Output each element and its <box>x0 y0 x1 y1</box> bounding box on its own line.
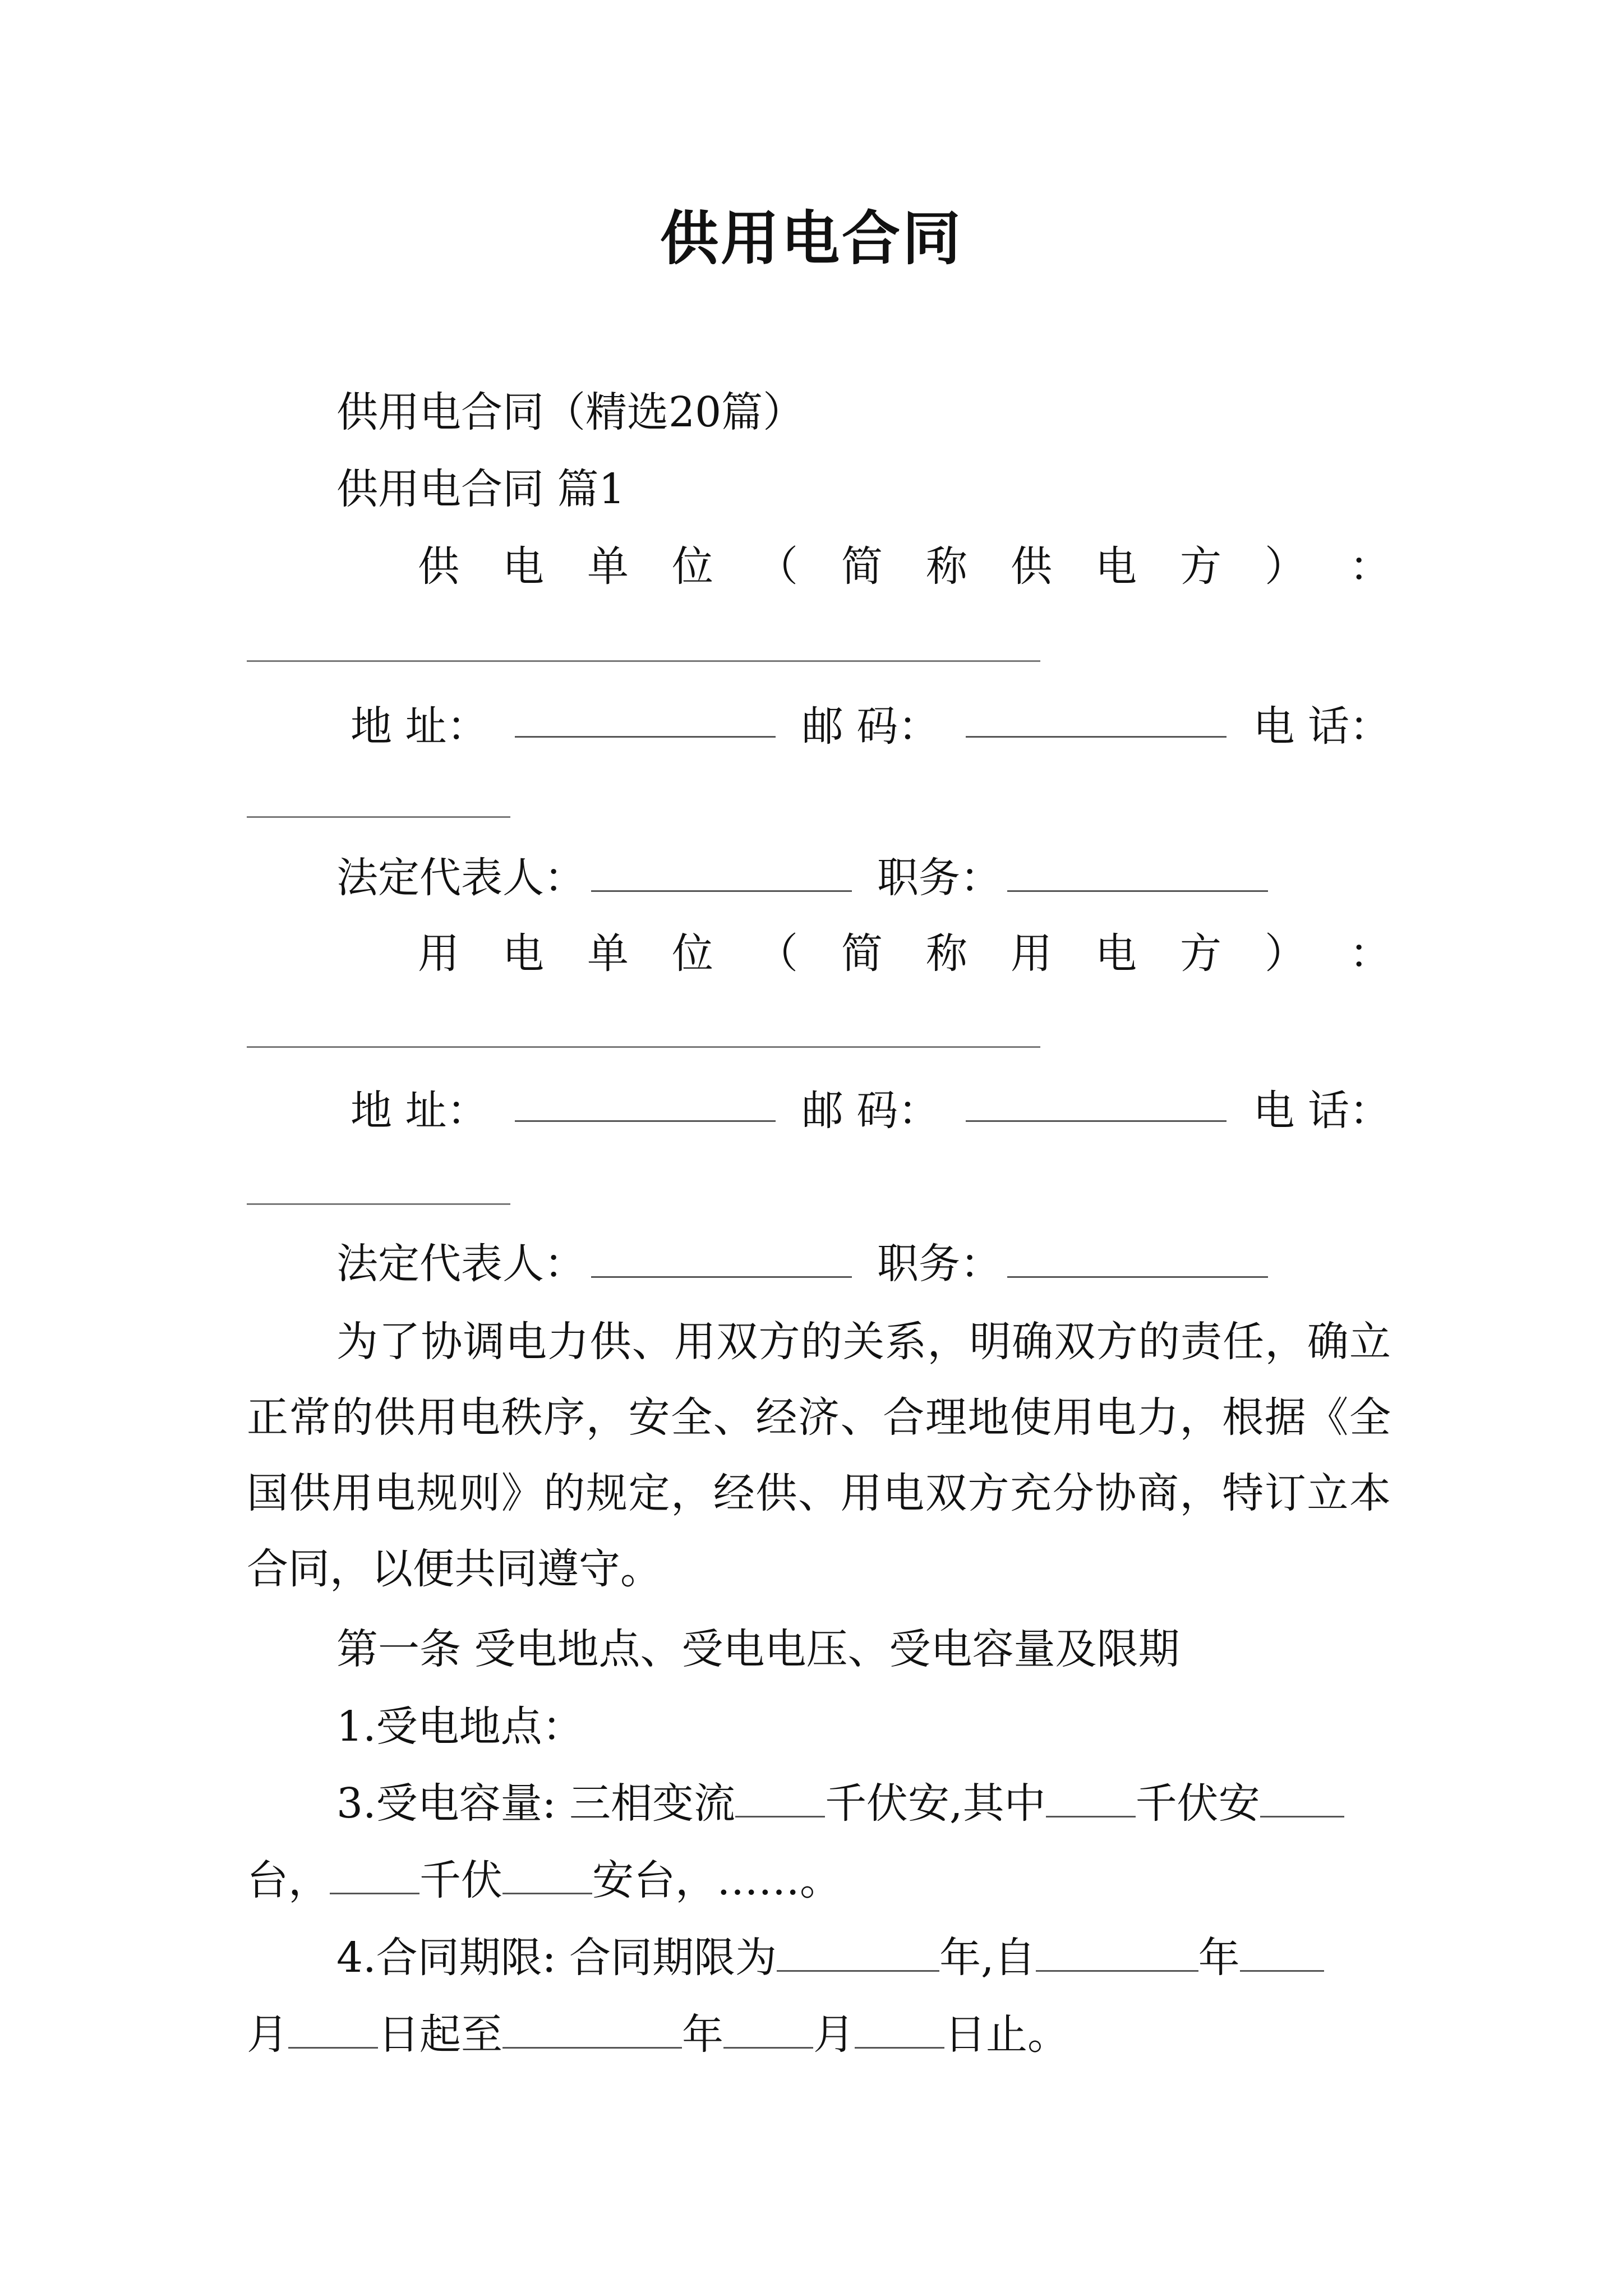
supplier-heading: 供 电 单 位 （ 简 称 供 电 方 ） ： <box>418 542 1391 591</box>
supplier-name-blank <box>247 660 1040 662</box>
consumer-phone-label: 电 话： <box>1253 1087 1391 1135</box>
capacity-blank-1 <box>735 1775 825 1818</box>
consumer-address-blank <box>515 1080 776 1122</box>
consumer-contact-row <box>351 1080 1391 1142</box>
article1-item4-line2: 月 日起至 年 月 日止。 <box>247 2004 1391 2065</box>
term-start-day-blank <box>288 2007 378 2049</box>
term-end-month-blank <box>723 2007 813 2049</box>
supplier-phone-blank <box>247 816 510 818</box>
capacity-blank-3 <box>1260 1775 1344 1818</box>
supplier-position-blank <box>1007 850 1268 892</box>
supplier-address-blank <box>515 696 776 738</box>
consumer-name-blank <box>247 1046 1040 1048</box>
article1-heading: 第一条 受电地点、受电电压、受电容量及限期 <box>336 1625 1180 1673</box>
supplier-rep-label: 法定代表人： <box>336 854 585 902</box>
supplier-postcode-blank <box>966 696 1227 738</box>
section-heading: 供用电合同 篇1 <box>336 465 625 513</box>
capacity-blank-5 <box>502 1852 592 1894</box>
consumer-address-label: 地 址： <box>351 1087 488 1135</box>
document-subtitle: 供用电合同（精选20篇） <box>336 388 805 436</box>
article1-item3-line2: 台， 千伏 安台，……。 <box>247 1849 1391 1911</box>
consumer-rep-row <box>336 1233 1481 1295</box>
preamble-paragraph: 为了协调电力供、用双方的关系，明确双方的责任，确立正常的供用电秩序，安全、经济、合理地使用电力，根据《全国供用电规则》的规定，经供、用电双方充分协商，特订立本合同，以便共同遵守。 <box>247 1318 1391 1593</box>
document-title: 供用电合同 <box>660 204 963 273</box>
capacity-blank-4 <box>330 1852 419 1894</box>
supplier-phone-label: 电 话： <box>1253 702 1391 751</box>
term-years-blank <box>777 1930 939 1972</box>
supplier-rep-row <box>336 847 1481 909</box>
article1-item1: 1.受电地点： <box>336 1703 584 1751</box>
consumer-postcode-blank <box>966 1080 1227 1122</box>
term-start-month-blank <box>1240 1930 1324 1972</box>
consumer-rep-label: 法定代表人： <box>336 1240 585 1288</box>
capacity-blank-2 <box>1046 1775 1136 1818</box>
consumer-rep-blank <box>591 1236 852 1278</box>
consumer-position-blank <box>1007 1236 1268 1278</box>
term-end-day-blank <box>855 2007 944 2049</box>
supplier-address-label: 地 址： <box>351 702 488 751</box>
supplier-contact-row <box>351 696 1391 757</box>
supplier-rep-blank <box>591 850 852 892</box>
article1-item3-line1: 3.受电容量: 三相变流 千伏安,其中 千伏安 <box>336 1773 1481 1834</box>
consumer-position-label: 职务： <box>877 1240 1002 1288</box>
consumer-postcode-label: 邮 码： <box>801 1087 940 1135</box>
supplier-position-label: 职务： <box>877 854 1002 902</box>
article1-item4-line1: 4.合同期限: 合同期限为 年,自 年 <box>336 1927 1481 1989</box>
term-start-year-blank <box>1036 1930 1198 1972</box>
term-end-year-blank <box>502 2007 682 2049</box>
supplier-postcode-label: 邮 码： <box>801 702 940 751</box>
consumer-heading: 用 电 单 位 （ 简 称 用 电 方 ） ： <box>418 930 1391 978</box>
consumer-phone-blank <box>247 1203 510 1205</box>
